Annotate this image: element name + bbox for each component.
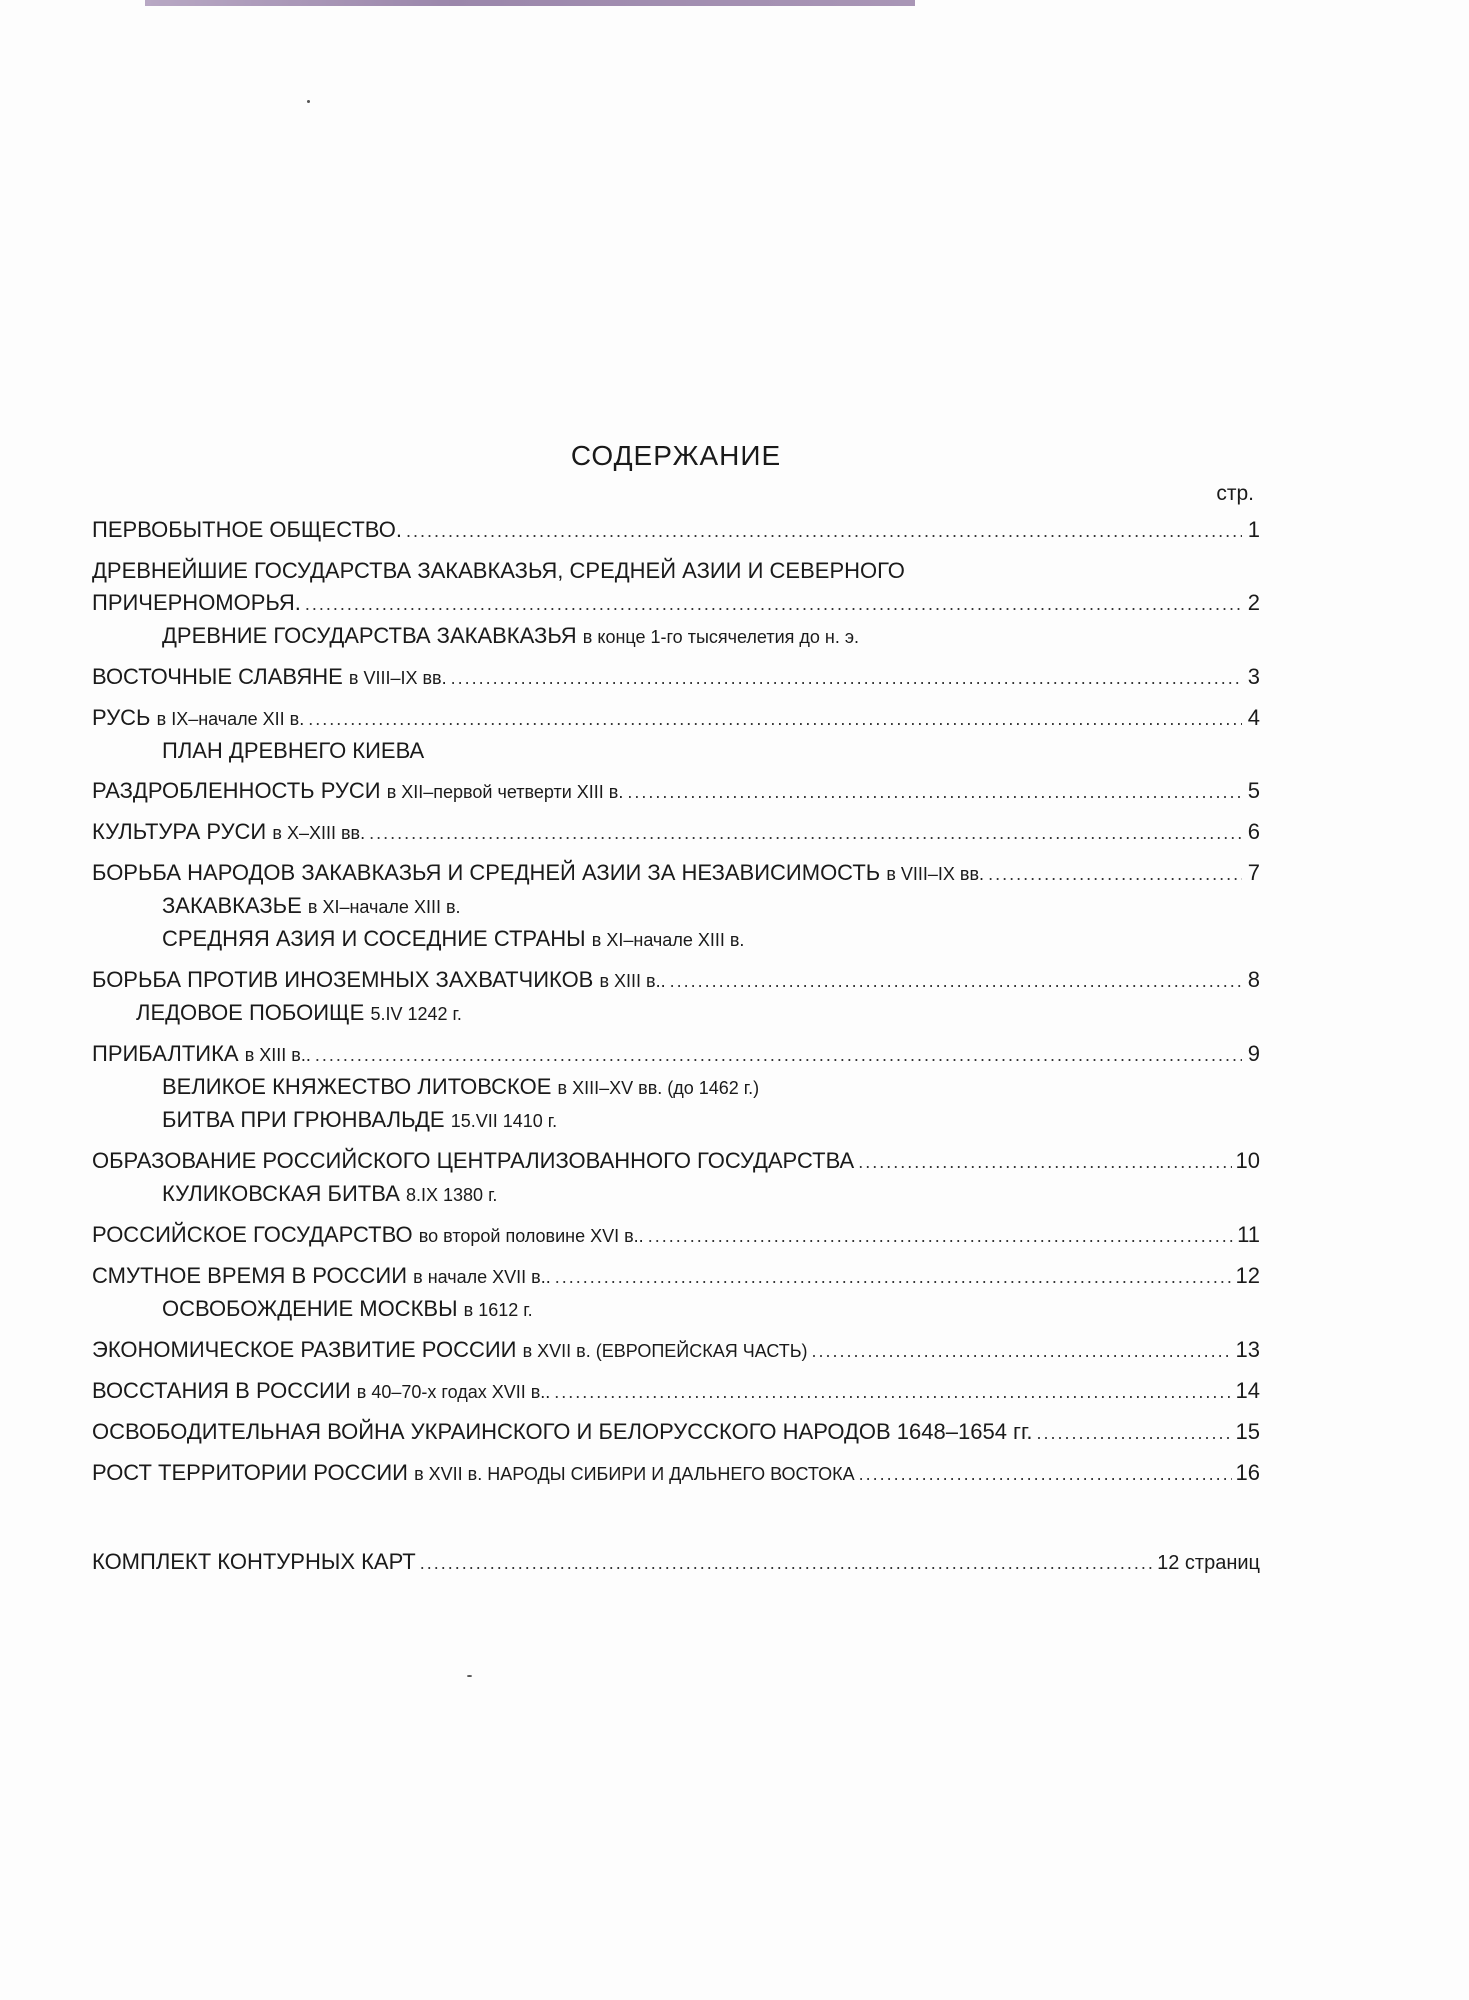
leader-dots [859,1458,1232,1490]
kit-page-count: 12 страниц [1157,1552,1260,1574]
toc-entry[interactable]: БОРЬБА НАРОДОВ ЗАКАВКАЗЬЯ И СРЕДНЕЙ АЗИИ ЗА НЕЗАВИСИМОСТЬ в VIII–IX вв. ..... 7 [92,857,1260,890]
leader-dots [305,588,1242,620]
toc-entry[interactable]: РОСТ ТЕРРИТОРИИ РОССИИ в XVII в. НАРОДЫ СИБИРИ И ДАЛЬНЕГО ВОСТОКА ..... 16 [92,1457,1260,1490]
toc-subentry[interactable]: СРЕДНЯЯ АЗИЯ И СОСЕДНИЕ СТРАНЫ в XI–начале XIII в. [162,926,745,951]
page-number: 7 [1247,860,1260,885]
page-number: 3 [1247,664,1260,689]
toc-entry-heading[interactable]: ДРЕВНЕЙШИЕ ГОСУДАРСТВА ЗАКАВКАЗЬЯ, СРЕДНЕЙ АЗИИ И СЕВЕРНОГО [92,558,905,583]
page-number: 14 [1235,1378,1260,1403]
toc-entry[interactable]: ВОССТАНИЯ В РОССИИ в 40–70-х годах XVII в.. ..... 14 [92,1375,1260,1408]
page-title: СОДЕРЖАНИЕ [570,440,782,471]
toc-entry[interactable]: СМУТНОЕ ВРЕМЯ В РОССИИ в начале XVII в.. ..... 12 [92,1260,1260,1293]
scan-speck [467,1675,472,1677]
page-number: 13 [1235,1337,1260,1362]
toc-entry[interactable]: ОСВОБОДИТЕЛЬНАЯ ВОЙНА УКРАИНСКОГО И БЕЛОРУССКОГО НАРОДОВ 1648–1654 гг. ..... 15 [92,1416,1260,1449]
page-number: 11 [1237,1222,1260,1247]
toc-entry[interactable]: РАЗДРОБЛЕННОСТЬ РУСИ в XII–первой четверти XIII в. ..... 5 [92,775,1260,808]
leader-dots [451,662,1242,694]
leader-dots [988,858,1242,890]
page-column-label: стр. [1216,482,1254,505]
toc-entry[interactable]: КУЛЬТУРА РУСИ в X–XIII вв. ..... 6 [92,816,1260,849]
page-number: 6 [1247,819,1260,844]
toc-entry[interactable]: ОБРАЗОВАНИЕ РОССИЙСКОГО ЦЕНТРАЛИЗОВАННОГО ГОСУДАРСТВА ..... 10 [92,1145,1260,1178]
page-number: 16 [1235,1460,1260,1485]
toc-subentry[interactable]: КУЛИКОВСКАЯ БИТВА 8.IX 1380 г. [162,1181,498,1206]
page-number: 4 [1247,705,1260,730]
leader-dots [308,703,1242,735]
page-number: 8 [1247,967,1260,992]
page-number: 2 [1247,590,1260,615]
toc-subentry[interactable]: ДРЕВНИЕ ГОСУДАРСТВА ЗАКАВКАЗЬЯ в конце 1-го тысячелетия до н. э. [162,623,860,648]
toc-entry[interactable]: РУСЬ в IX–начале XII в. ..... 4 [92,702,1260,735]
page-number: 12 [1235,1263,1260,1288]
toc-entry[interactable]: БОРЬБА ПРОТИВ ИНОЗЕМНЫХ ЗАХВАТЧИКОВ в XIII в.. ..... 8 [92,964,1260,997]
leader-dots [858,1146,1231,1178]
scan-speck [307,100,310,103]
toc-subentry[interactable]: ЛЕДОВОЕ ПОБОИЩЕ 5.IV 1242 г. [136,1000,462,1025]
toc-entry[interactable]: ПРИБАЛТИКА в XIII в.. ..... 9 [92,1038,1260,1071]
leader-dots [420,1547,1153,1579]
leader-dots [627,776,1242,808]
toc-subentry[interactable]: ВЕЛИКОЕ КНЯЖЕСТВО ЛИТОВСКОЕ в XIII–XV вв. (до 1462 г.) [162,1074,760,1099]
toc-subentry[interactable]: ЗАКАВКАЗЬЕ в XI–начале XIII в. [162,893,461,918]
contour-map-kit-entry[interactable]: КОМПЛЕКТ КОНТУРНЫХ КАРТ ..... 12 страниц [92,1546,1260,1579]
scan-edge-strip [145,0,915,6]
toc-entry[interactable]: РОССИЙСКОЕ ГОСУДАРСТВО во второй половине XVI в.. ..... 11 [92,1219,1260,1252]
toc-entry[interactable]: ПРИЧЕРНОМОРЬЯ. ..... 2 [92,587,1260,620]
leader-dots [670,965,1242,997]
toc-subentry[interactable]: БИТВА ПРИ ГРЮНВАЛЬДЕ 15.VII 1410 г. [162,1107,558,1132]
table-of-contents [92,440,1260,1579]
leader-dots [315,1039,1242,1071]
page-number: 1 [1247,517,1260,542]
toc-subentry[interactable]: ПЛАН ДРЕВНЕГО КИЕВА [162,738,425,763]
leader-dots [406,515,1242,547]
leader-dots [1037,1417,1232,1449]
leader-dots [369,817,1242,849]
page-number: 15 [1235,1419,1260,1444]
leader-dots [648,1220,1233,1252]
toc-entry[interactable]: ЭКОНОМИЧЕСКОЕ РАЗВИТИЕ РОССИИ в XVII в. (ЕВРОПЕЙСКАЯ ЧАСТЬ) ..... 13 [92,1334,1260,1367]
toc-subentry[interactable]: ОСВОБОЖДЕНИЕ МОСКВЫ в 1612 г. [162,1296,533,1321]
leader-dots [812,1335,1232,1367]
leader-dots [555,1261,1232,1293]
page-number: 5 [1247,778,1260,803]
toc-entry[interactable]: ВОСТОЧНЫЕ СЛАВЯНЕ в VIII–IX вв. ..... 3 [92,661,1260,694]
page-number: 10 [1235,1148,1260,1173]
page-number: 9 [1247,1041,1260,1066]
leader-dots [554,1376,1231,1408]
toc-entry[interactable]: ПЕРВОБЫТНОЕ ОБЩЕСТВО. ..... 1 [92,514,1260,547]
